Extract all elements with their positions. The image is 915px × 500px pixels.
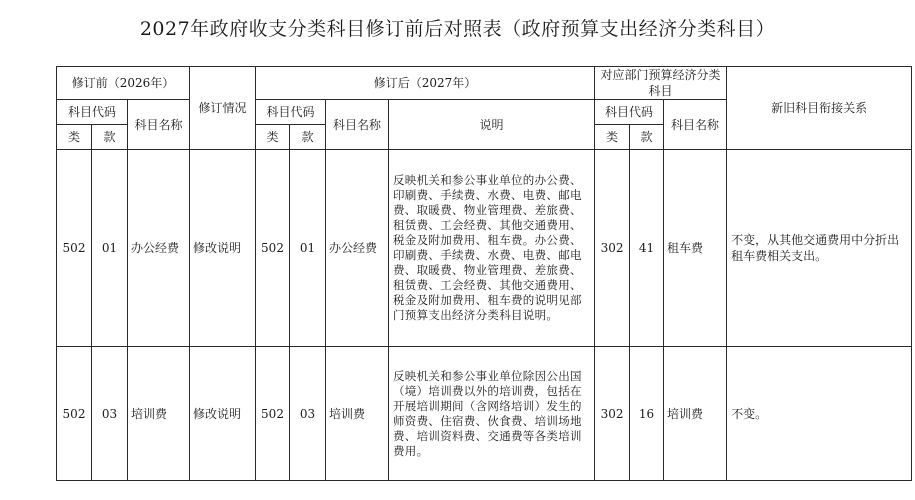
new-name: 办公经费 [326,150,389,347]
header-revision: 修订情况 [190,67,256,150]
table-row [57,150,912,347]
description: 反映机关和参公事业单位除因公出国（境）培训费以外的培训费，包括在开展培训期间（含网络培训）发生的师资费、住宿费、伙食费、培训场地费、培训资料费、交通费等各类培训费用。 [389,347,595,481]
header-new-code: 科目代码 [256,100,326,125]
old-lei: 502 [57,150,92,347]
link-relation: 不变。 [727,347,912,481]
revision: 修改说明 [190,150,256,347]
header-new-name: 科目名称 [326,100,389,150]
table-row [57,347,912,481]
old-kuan: 01 [92,150,128,347]
link-relation: 不变，从其他交通费用中分折出租车费相关支出。 [727,150,912,347]
header-before: 修订前（2026年） [57,67,190,100]
header-after: 修订后（2027年） [256,67,595,100]
header-dept-name: 科目名称 [664,100,727,150]
dept-lei: 302 [595,347,630,481]
old-name: 培训费 [128,347,190,481]
header-new-lei: 类 [256,125,290,150]
header-dept-lei: 类 [595,125,630,150]
header-old-lei: 类 [57,125,92,150]
new-lei: 502 [256,150,290,347]
page-title: 2027年政府收支分类科目修订前后对照表（政府预算支出经济分类科目） [139,18,776,40]
header-old-kuan: 款 [92,125,128,150]
header-row-1 [57,67,912,100]
dept-name: 租车费 [664,150,727,347]
header-old-name: 科目名称 [128,100,190,150]
new-kuan: 01 [290,150,326,347]
header-dept-code: 科目代码 [595,100,664,125]
old-kuan: 03 [92,347,128,481]
dept-name: 培训费 [664,347,727,481]
new-name: 培训费 [326,347,389,481]
dept-kuan: 41 [630,150,664,347]
old-lei: 502 [57,347,92,481]
dept-lei: 302 [595,150,630,347]
header-desc: 说明 [389,100,595,150]
old-name: 办公经费 [128,150,190,347]
header-new-kuan: 款 [290,125,326,150]
revision: 修改说明 [190,347,256,481]
header-dept: 对应部门预算经济分类科目 [595,67,727,100]
description: 反映机关和参公事业单位的办公费、印刷费、手续费、水费、电费、邮电费、取暖费、物业管理费、差旅费、租赁费、工会经费、其他交通费用、税金及附加费用、租车费。办公费、印刷费、手续费、水费、电费、邮电费、取暖费、物业管理费、差旅费、租赁费、工会经费、其他交通费用、税金及附加费用、租车费的说明见部门预算支出经济分类科目说明。 [389,150,595,347]
header-dept-kuan: 款 [630,125,664,150]
comparison-table [56,66,912,481]
header-link: 新旧科目衔接关系 [727,67,912,150]
header-old-code: 科目代码 [57,100,128,125]
new-lei: 502 [256,347,290,481]
dept-kuan: 16 [630,347,664,481]
new-kuan: 03 [290,347,326,481]
